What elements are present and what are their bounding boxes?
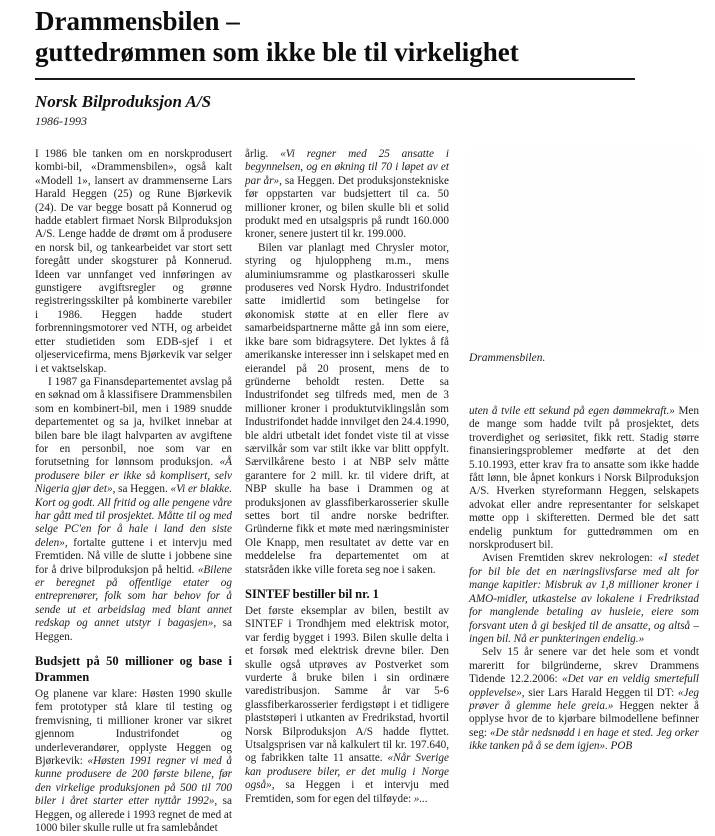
section-heading: Budsjett på 50 millioner og base i Drammen — [35, 654, 232, 685]
paragraph: Det første eksemplar av bilen, bestilt av SINTEF i Trondhjem med elektrisk motor, var ferdig bygget i 1993. Bilen skulle delta i et forsøk med elektrisk drevne biler. Den skulle også utprøves av Postverket som vurderte å bruke bilen i sin ordinære varedistribusjon. Samme år var 5-6 glassfiberkarosserier ferdigstøpt i et tidligere plaststøperi i utkanten av Fredrikstad, hvortil Norsk Bilproduksjon A/S hadde flyttet. Utsalgsprisen var nå kalkulert til kr. 197.640, og fabrikken talte 11 ansatte. «Når Sverige kan produsere biler, er det mulig i Norge også», sa Heggen i et intervju med Fremtiden, som for egen del tilføyde: »... — [245, 605, 450, 805]
column-2 — [245, 148, 449, 836]
column-1 — [35, 148, 232, 836]
article-title-line1: Drammensbilen – — [35, 6, 240, 36]
photo-caption: Drammensbilen. — [469, 352, 546, 364]
article-title — [35, 6, 699, 68]
article-subtitle: Norsk Bilproduksjon A/S — [35, 92, 212, 111]
paragraph: Avisen Fremtiden skrev nekrologen: «I stedet for bil ble det en næringslivsfarse med alt for mange kapitler: Misbruk av 1,8 millioner kroner i AMO-midler, utkastelse av lokalene i Fredrikstad for manglende betaling av husleie, eiere som forsvant uten å gi beskjed til de ansatte, og altså – ingen bil. Nå er punkteringen endelig.» — [469, 552, 699, 645]
paragraph: I 1987 ga Finansdepartementet avslag på en søknad om å klassifisere Drammensbilen som en kombinert-bil, men i 1989 snudde departementet og sa ja, hvilket innebar at bilen bare ble ilagt halvparten av avgiftene for en personbil, noe som var en forutsetning for lønnsom produksjon. «Å produsere biler er ikke så komplisert, selv Nigeria gjør det», sa Heggen. «Vi er blakke. Kort og godt. All fritid og alle pengene våre har gått med til prosjektet. Måtte til og med selge PC'en for å hale i land den siste delen», fortalte guttene i et intervju med Fremtiden. Nå ville de slutte i jobbene sine for å drive bilproduksjon på heltid. «Bilene er beregnet på offentlige etater og entreprenører, folk som har behov for å sende ut et arbeidslag med blant annet redskap og annet utstyr i bagasjen», sa Heggen. — [35, 375, 232, 643]
article-columns — [35, 148, 699, 836]
paragraph: årlig. «Vi regner med 25 ansatte i begynnelsen, og en økning til 70 i løpet av et par år», sa Heggen. Det produksjonstekniske før oppstarten var budsjettert til ca. 50 millioner kroner, og bilen skulle bli et solid produkt med en utsalgspris på rundt 160.000 kroner, senere justert til kr. 199.000. — [245, 148, 449, 241]
article-years: 1986-1993 — [35, 114, 87, 128]
article-title-line2: guttedrømmen som ikke ble til virkelighet — [35, 37, 519, 67]
paragraph: Selv 15 år senere var det hele som et vondt mareritt for bilgründerne, skrev Drammens Tidende 12.2.2006: «Det var en veldig smertefull opplevelse», sier Lars Harald Heggen til DT: «Jeg prøver å glemme hele greia.» Heggen nekter å opplyse hvor de to kjørbare bilmodellene befinner seg: «De står nedsnødd i en hage et sted. Jeg orker ikke tanken på å se dem igjen». POB — [469, 646, 700, 753]
article-photo — [469, 148, 699, 352]
column-3 — [469, 148, 699, 836]
title-divider — [35, 78, 635, 80]
section-heading: SINTEF bestiller bil nr. 1 — [245, 587, 379, 601]
paragraph: I 1986 ble tanken om en norskprodusert kombi-bil, «Drammensbilen», også kalt «Modell 1», lansert av drammenserne Lars Harald Heggen (25) og Rune Bjørkevik (24). De var begge bosatt på Konnerud og hadde etablert firmaet Norsk Bilproduksjon A/S. Lenge hadde de drømt om å produsere en norsk bil, og tankearbeidet var stort sett foregått under skogsturer på Konnerud. Ideen var unnfanget ved innføringen av gunstigere avgiftsregler og grønne registreringsskilter på kombinerte varebiler i 1986. Heggen hadde studert forbrenningsmotorer ved NTH, og arbeidet etter studietiden som EDB-sjef i et oljeservicefirma, mens Bjørkevik var selger i et vaktselskap. — [35, 148, 232, 375]
paragraph: uten å tvile ett sekund på egen dømmekraft.» Men de mange som hadde tvilt på prosjektet, dets troverdighet og seriøsitet, fikk rett. Stadig større finansieringsproblemer medførte at det den 5.10.1993, etter krav fra to ansatte som ikke hadde fått lønn, ble åpnet konkurs i Norsk Bilproduksjon A/S. Hverken styreformann Heggen, selskapets advokat eller andre representanter for selskapet møtte opp i skifteretten. Dermed ble det satt endelig punktum for guttedrømmen om en norskprodusert bil. — [469, 405, 699, 552]
column-3-text — [469, 405, 699, 754]
paragraph: Bilen var planlagt med Chrysler motor, styring og hjuloppheng m.m., mens aluminiumsramme og plastkarosseri skulle produseres ved Norsk Hydro. Industrifondet satte imidlertid som betingelse for økonomisk støtte at en eller flere av samarbeidspartnerne måtte gå inn som eiere, ikke bare som bidragsytere. Det lyktes å få amerikanske interesser inn i selskapet med en eierandel på 20 prosent, mens de to gründerne beholdt resten. Dette sa Industrifondet seg tilfreds med, men de 3 millioner kroner i produktutviklingslån som Industrifondet hadde innvilget den 24.4.1990, ble aldri utbetalt idet fondet viste til at visse særvilkår som var stilt ikke var blitt oppfylt. Særvilkårene besto i at NBP selv måtte garantere for 2 mill. kr. til videre drift, at NBP skulle ha base i Drammen og at produksjonen av glassfiberkarosserier skulle settes bort til andre norske bedrifter. Gründerne fikk et møte med næringsminister Ole Knapp, men resultatet av dette var en meddelelse fra departementet om at statsråden ikke ville foreta seg noe i saken. — [245, 241, 449, 576]
paragraph: Og planene var klare: Høsten 1990 skulle fem prototyper stå klare til testing og fremvisning, ti millioner kroner var sikret gjennom Industrifondet og underleverandører, opplyste Heggen og Bjørkevik: «Høsten 1991 regner vi med å kunne produsere de 200 første bilene, før den virkelige produksjonen på 500 til 700 biler i året starter etter nyttår 1992», sa Heggen, og allerede i 1993 regnet de med at 1000 biler skulle rulle ut fra samlebåndet — [35, 688, 232, 835]
